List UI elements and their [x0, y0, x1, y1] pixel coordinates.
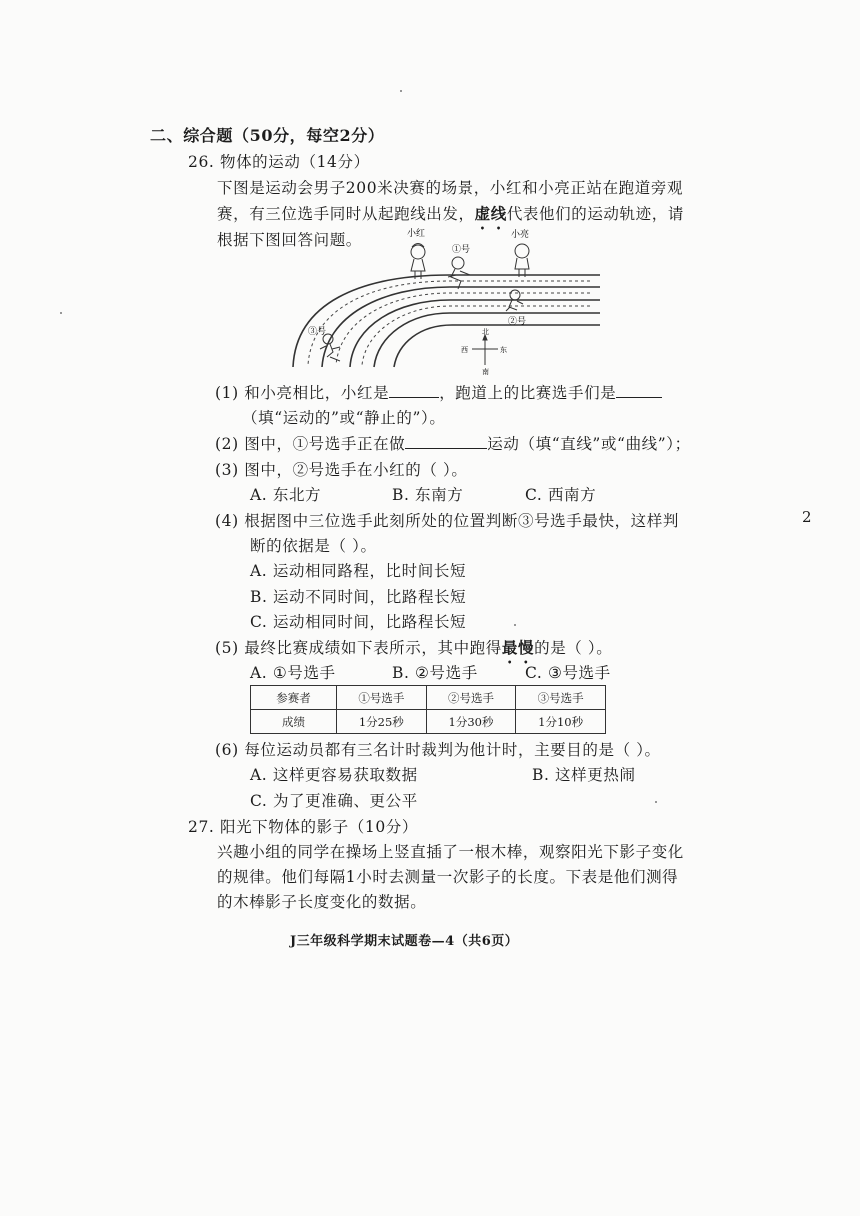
page-footer: J三年级科学期末试题卷—4（共6页） [290, 934, 519, 949]
q26-part5: (5) 最终比赛成绩如下表所示，其中跑得最慢的是（ ）。 [215, 638, 613, 657]
q26-part4-line2: 断的依据是（ ）。 [250, 537, 377, 555]
scan-speck [514, 624, 516, 626]
table-header-cell: 参赛者 [251, 686, 337, 710]
q27-line2: 的规律。他们每隔1小时去测量一次影子的长度。下表是他们测得 [217, 868, 679, 886]
scan-speck [60, 312, 62, 314]
table-header-cell: ①号选手 [337, 686, 427, 710]
runner1-icon [448, 257, 470, 289]
table-cell: 成绩 [251, 710, 337, 734]
q26-part5-option-b[interactable]: B. ②号选手 [392, 664, 478, 682]
scan-speck [400, 90, 402, 92]
label-xiaoliang: 小亮 [511, 229, 530, 239]
q26-part4-option-a[interactable]: A. 运动相同路程，比时间长短 [250, 562, 467, 580]
table-header-row [251, 686, 606, 710]
q26-intro-line1: 下图是运动会男子200米决赛的场景，小红和小亮正站在跑道旁观 [217, 179, 684, 197]
person-xiaoliang-icon [515, 244, 529, 277]
q26-part1: (1) 和小亮相比，小红是 ，跑道上的比赛选手们是 [215, 381, 662, 403]
q27-title: 27. 阳光下物体的影子（10分） [188, 818, 419, 836]
q26-part4-option-c[interactable]: C. 运动相同时间，比路程长短 [250, 613, 467, 631]
compass-south: 南 [482, 369, 489, 375]
q26-part6-option-b[interactable]: B. 这样更热闹 [532, 766, 636, 784]
table-header-cell: ②号选手 [426, 686, 516, 710]
q27-line1: 兴趣小组的同学在操场上竖直插了一根木棒，观察阳光下影子变化 [217, 843, 684, 861]
q26-part3-option-b[interactable]: B. 东南方 [392, 486, 464, 504]
q26-part5-option-c[interactable]: C. ③号选手 [525, 664, 611, 682]
q26-part4-option-b[interactable]: B. 运动不同时间，比路程长短 [250, 588, 467, 606]
q26-intro-line3: 根据下图回答问题。 [217, 231, 362, 249]
answer-blank[interactable] [405, 433, 487, 449]
race-track-figure [290, 225, 610, 375]
runner-path-dashed [336, 293, 590, 365]
runner-path-dashed [308, 281, 590, 365]
compass-north: 北 [482, 329, 489, 336]
table-row [251, 710, 606, 734]
q26-part6: (6) 每位运动员都有三名计时裁判为他计时，主要目的是（ ）。 [215, 741, 661, 759]
q26-intro-line2: 赛，有三位选手同时从起跑线出发，虚线代表他们的运动轨迹，请 [217, 204, 684, 223]
emphasis-dotted-line: 虚线 [474, 204, 507, 223]
scan-speck [655, 801, 657, 803]
compass-west: 西 [461, 347, 468, 354]
q26-part2: (2) 图中，①号选手正在做 运动（填“直线”或“曲线”）； [215, 435, 691, 453]
table-cell: 1分25秒 [337, 710, 427, 734]
track-outer-line [293, 275, 600, 367]
runner-path-dashed [362, 306, 590, 365]
q26-part6-option-c[interactable]: C. 为了更准确、更公平 [250, 792, 418, 810]
answer-blank[interactable] [616, 382, 662, 398]
label-runner3: ③号 [308, 326, 327, 336]
compass-east: 东 [500, 347, 507, 354]
q26-part3: (3) 图中，②号选手在小红的（ ）。 [215, 461, 468, 479]
track-lane-line [350, 300, 600, 367]
answer-blank[interactable] [389, 382, 439, 398]
person-xiaohong-icon [411, 244, 425, 280]
emphasis-slowest: 最慢 [501, 638, 535, 657]
race-results-table [250, 685, 606, 734]
q26-part3-option-c[interactable]: C. 西南方 [525, 486, 597, 504]
label-runner1: ①号 [452, 244, 471, 254]
compass-icon [472, 335, 498, 365]
label-runner2: ②号 [508, 316, 527, 326]
q26-part4-line1: (4) 根据图中三位选手此刻所处的位置判断③号选手最快，这样判 [215, 512, 679, 530]
side-page-number: 2 [802, 508, 812, 526]
q26-part6-option-a[interactable]: A. 这样更容易获取数据 [250, 766, 418, 784]
track-inner-line [394, 325, 600, 367]
track-lane-line [322, 287, 600, 367]
q26-title: 26. 物体的运动（14分） [188, 153, 370, 171]
label-xiaohong: 小红 [407, 228, 426, 238]
section-title: 二、综合题（50分，每空2分） [150, 126, 385, 145]
q27-line3: 的木棒影子长度变化的数据。 [217, 893, 427, 911]
table-cell: 1分10秒 [516, 710, 606, 734]
table-header-cell: ③号选手 [516, 686, 606, 710]
table-cell: 1分30秒 [426, 710, 516, 734]
q26-part1-hint: （填“运动的”或“静止的”）。 [242, 409, 446, 427]
q26-part3-option-a[interactable]: A. 东北方 [250, 486, 322, 504]
q26-part5-option-a[interactable]: A. ①号选手 [250, 664, 336, 682]
